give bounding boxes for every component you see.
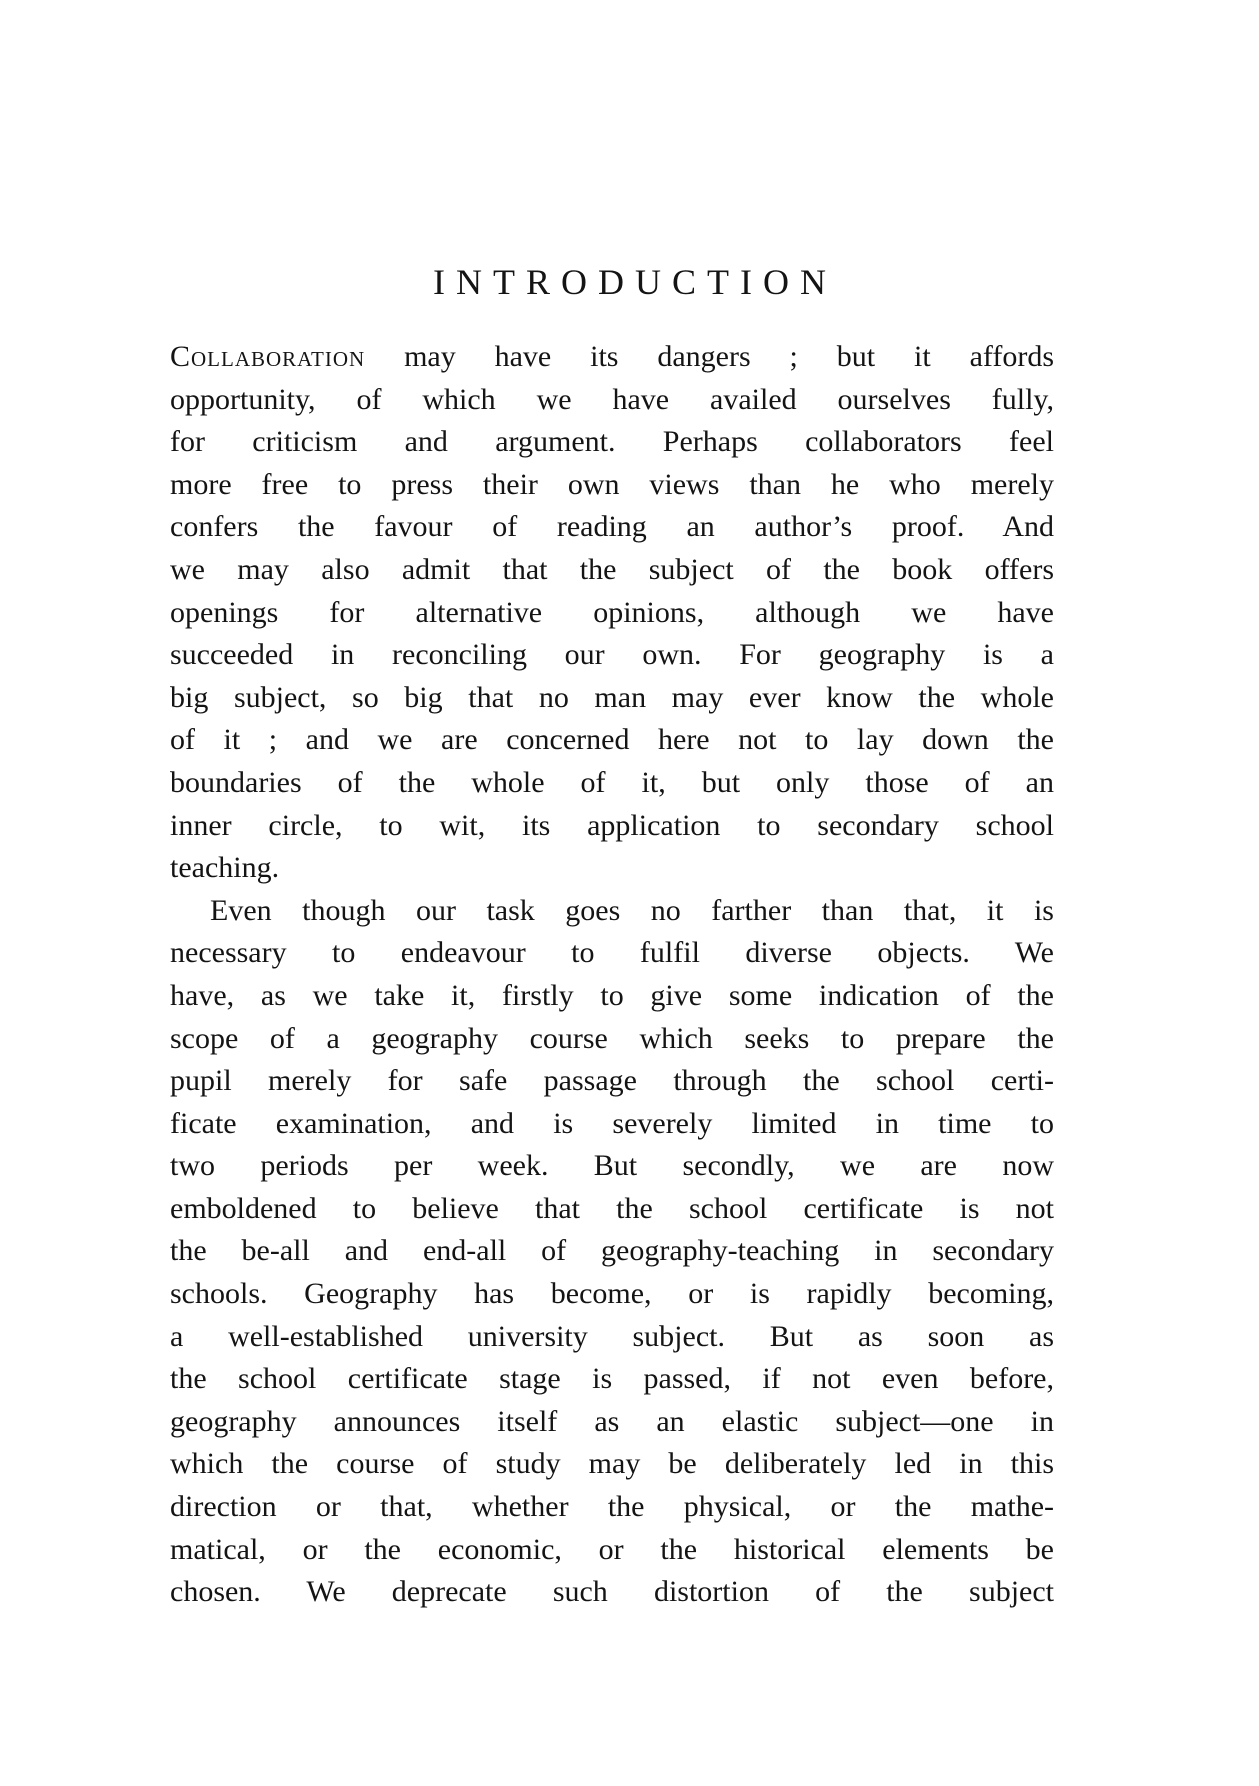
text-line: for criticism and argument. Perhaps collaborators feel (170, 425, 1054, 459)
text-line: emboldened to believe that the school certificate is not (170, 1191, 1054, 1225)
text-line: matical, or the economic, or the historical elements be (170, 1532, 1054, 1566)
text-line: inner circle, to wit, its application to secondary school (170, 808, 1054, 842)
text-line: direction or that, whether the physical, or the mathe- (170, 1490, 1054, 1524)
body-text (170, 336, 1054, 1614)
text-line: the be-all and end-all of geography-teaching in secondary (170, 1234, 1054, 1268)
text-line: pupil merely for safe passage through the school certi- (170, 1064, 1054, 1098)
text-line: Even though our task goes no farther than that, it is (210, 893, 1054, 927)
text-line: ficate examination, and is severely limited in time to (170, 1106, 1054, 1140)
text-line: necessary to endeavour to fulfil diverse objects. We (170, 936, 1054, 970)
text-line: a well-established university subject. But as soon as (170, 1319, 1054, 1353)
text-line: of it ; and we are concerned here not to lay down the (170, 723, 1054, 757)
text-line: geography announces itself as an elastic subject—one in (170, 1404, 1054, 1438)
text-line: scope of a geography course which seeks to prepare the (170, 1021, 1054, 1055)
text-line: teaching. (170, 851, 280, 885)
text-line: boundaries of the whole of it, but only those of an (170, 765, 1054, 799)
text-line: more free to press their own views than he who merely (170, 467, 1054, 501)
paragraph-1 (170, 336, 1054, 890)
text-line: succeeded in reconciling our own. For geography is a (170, 638, 1054, 672)
text-line: schools. Geography has become, or is rapidly becoming, (170, 1277, 1054, 1311)
text-line: two periods per week. But secondly, we are now (170, 1149, 1054, 1183)
text-line: the school certificate stage is passed, if not even before, (170, 1362, 1054, 1396)
paragraph-2 (170, 890, 1054, 1614)
lead-word: Collaboration (170, 340, 366, 373)
text-line (170, 336, 1054, 379)
text-line: we may also admit that the subject of the book offers (170, 552, 1054, 586)
text-line: chosen. We deprecate such distortion of the subject (170, 1575, 1054, 1609)
text-line: big subject, so big that no man may ever know the whole (170, 680, 1054, 714)
text-line: have, as we take it, firstly to give some indication of the (170, 978, 1054, 1012)
text-line: openings for alternative opinions, although we have (170, 595, 1054, 629)
page-title: INTRODUCTION (433, 262, 837, 302)
first-line-rest: may have its dangers ; but it affords (365, 340, 1054, 373)
text-line: which the course of study may be deliberately led in this (170, 1447, 1054, 1481)
text-line: opportunity, of which we have availed ourselves fully, (170, 382, 1054, 416)
text-line: confers the favour of reading an author’s proof. And (170, 510, 1054, 544)
